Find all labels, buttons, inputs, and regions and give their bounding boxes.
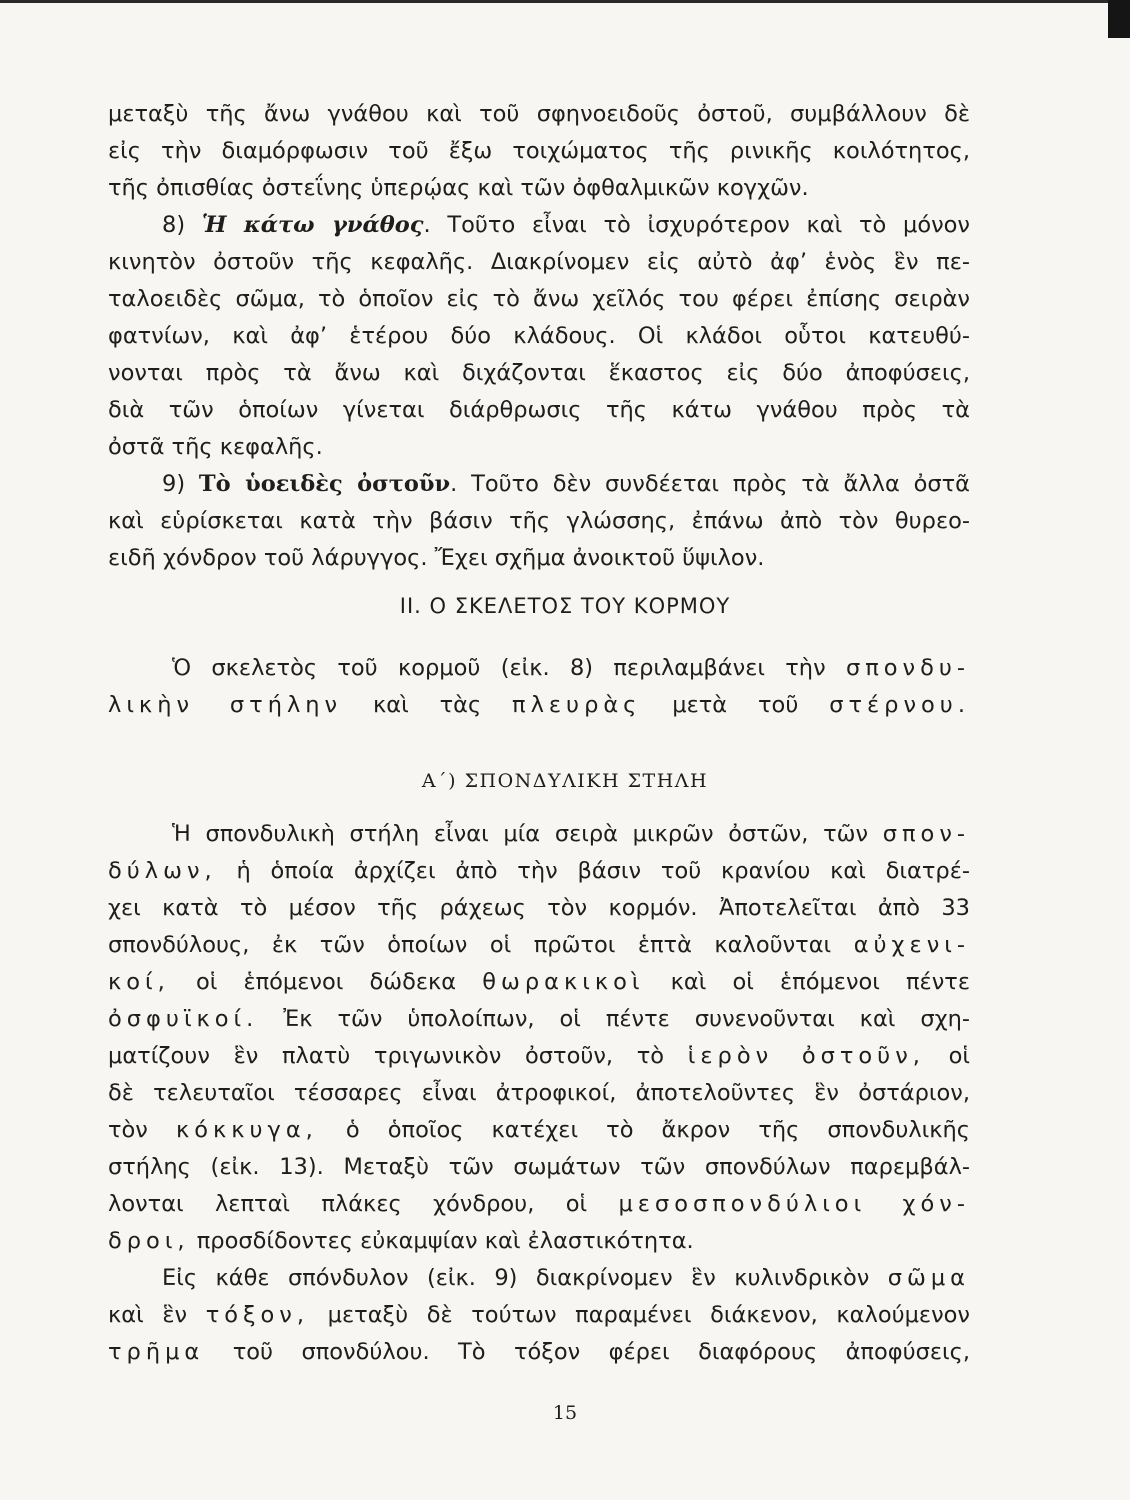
para5-line2: δύλων, ἡ ὁποία ἀρχίζει ἀπὸ τὴν βάσιν τοῦ κρανίου καὶ διατρέ- — [108, 858, 970, 884]
spaced-term: ἱερὸν ὀστοῦν, — [687, 1043, 925, 1069]
para5-line9: τὸν κόκκυγα, ὁ ὁποῖος κατέχει τὸ ἄκρον τῆς σπονδυλικῆς — [108, 1117, 970, 1143]
para6-line2: καὶ ἓν τόξον, μεταξὺ δὲ τούτων παραμένει διάκενον, καλούμενον — [108, 1302, 970, 1328]
page-top-edge — [0, 0, 1108, 3]
para1-line2: εἰς τὴν διαμόρφωσιν τοῦ ἔξω τοιχώματος τῆς ρινικῆς κοιλότητος, — [108, 138, 970, 164]
text-block-middle — [108, 650, 970, 724]
spaced-term: μεσοσπονδύλιοι χόν- — [618, 1191, 970, 1217]
para2-line7: ὀστᾶ τῆς κεφαλῆς. — [108, 434, 323, 460]
para5-line12: δροι, προσδίδοντες εὐκαμψίαν καὶ ἐλαστικότητα. — [108, 1228, 694, 1254]
para1-line1: μεταξὺ τῆς ἄνω γνάθου καὶ τοῦ σφηνοειδοῦς ὀστοῦ, συμβάλλουν δὲ — [108, 101, 970, 127]
spaced-term: στέρνου. — [829, 692, 970, 718]
para5-line11: λονται λεπταὶ πλάκες χόνδρου, οἱ μεσοσπονδύλιοι χόν- — [108, 1191, 970, 1217]
para3-line1 — [108, 466, 970, 503]
para2-line4: φατνίων, καὶ ἀφ’ ἑτέρου δύο κλάδους. Οἱ κλάδοι οὗτοι κατευθύ- — [108, 323, 970, 349]
spaced-term: λικὴν στήλην — [108, 692, 343, 718]
spaced-term: δροι, — [108, 1228, 190, 1254]
para5-line4: σπονδύλους, ἐκ τῶν ὁποίων οἱ πρῶτοι ἑπτὰ καλοῦνται αὐχενι- — [108, 932, 970, 958]
spaced-term: τρῆμα — [108, 1339, 205, 1365]
para2-line1 — [108, 207, 970, 244]
para2-line2: κινητὸν ὀστοῦν τῆς κεφαλῆς. Διακρίνομεν εἰς αὐτὸ ἀφ’ ἑνὸς ἓν πε- — [108, 249, 970, 275]
spaced-term: κόκκυγα, — [175, 1117, 318, 1143]
spaced-term: τόξον, — [205, 1302, 310, 1328]
para2-line6: διὰ τῶν ὁποίων γίνεται διάρθρωσις τῆς κάτω γνάθου πρὸς τὰ — [108, 397, 970, 423]
spaced-term: θωρακικοὶ — [482, 969, 645, 995]
para3-line3: ειδῆ χόνδρον τοῦ λάρυγγος. Ἔχει σχῆμα ἀνοικτοῦ ὕψιλον. — [108, 545, 765, 571]
spaced-term: κοί, — [108, 969, 170, 995]
term-lower-jaw: Ἡ κάτω γνάθος — [201, 212, 424, 238]
spaced-term: σῶμα — [887, 1265, 971, 1291]
para5-line6: ὀσφυϊκοί. Ἐκ τῶν ὑπολοίπων, οἱ πέντε συνενοῦνται καὶ σχη- — [108, 1006, 970, 1032]
para3-line1-rest: . Τοῦτο δὲν συνδέεται πρὸς τὰ ἄλλα ὀστᾶ — [450, 471, 971, 497]
spaced-term: σπονδυ- — [845, 655, 970, 681]
spaced-term: δύλων, — [108, 858, 217, 884]
spaced-term: σπον- — [882, 821, 971, 847]
para5-line7: ματίζουν ἓν πλατὺ τριγωνικὸν ὀστοῦν, τὸ ἱερὸν ὀστοῦν, οἱ — [108, 1043, 970, 1069]
para5-line1: Ἡ σπονδυλικὴ στήλη εἶναι μία σειρὰ μικρῶν ὀστῶν, τῶν σπον- — [172, 821, 971, 847]
para1-line3: τῆς ὀπισθίας ὀστεΐνης ὑπερῴας καὶ τῶν ὀφθαλμικῶν κογχῶν. — [108, 175, 809, 201]
term-hyoid-bone: Τὸ ὑοειδὲς ὀστοῦν — [198, 471, 451, 497]
para3-line2: καὶ εὑρίσκεται κατὰ τὴν βάσιν τῆς γλώσσης, ἐπάνω ἀπὸ τὸν θυρεο- — [108, 508, 970, 534]
scan-corner-shadow — [1108, 0, 1130, 38]
para5-line8: δὲ τελευταῖοι τέσσαρες εἶναι ἀτροφικοί, ἀποτελοῦντες ἓν ὀστάριον, — [108, 1080, 970, 1106]
spaced-term: ὀσφυϊκοί. — [108, 1006, 259, 1032]
para4-line2: λικὴν στήλην καὶ τὰς πλευρὰς μετὰ τοῦ στέρνου. — [108, 692, 970, 718]
item-number: 8) — [162, 212, 186, 238]
text-block-lower — [108, 816, 970, 1371]
para2-line5: νονται πρὸς τὰ ἄνω καὶ διχάζονται ἕκαστος εἰς δύο ἀποφύσεις, — [108, 360, 970, 386]
para4-line1: Ὁ σκελετὸς τοῦ κορμοῦ (εἰκ. 8) περιλαμβάνει τὴν σπονδυ- — [172, 655, 970, 681]
para6-line1: Εἰς κάθε σπόνδυλον (εἰκ. 9) διακρίνομεν ἓν κυλινδρικὸν σῶμα — [162, 1265, 971, 1291]
subsection-heading: Α΄) ΣΠΟΝΔΥΛΙΚΗ ΣΤΗΛΗ — [421, 770, 709, 792]
para6-line3: τρῆμα τοῦ σπονδύλου. Τὸ τόξον φέρει διαφόρους ἀποφύσεις, — [108, 1339, 970, 1365]
page-number: 15 — [552, 1402, 578, 1424]
text-block-upper — [108, 96, 970, 577]
para5-line5: κοί, οἱ ἑπόμενοι δώδεκα θωρακικοὶ καὶ οἱ ἑπόμενοι πέντε — [108, 969, 971, 995]
para5-line3: χει κατὰ τὸ μέσον τῆς ράχεως τὸν κορμόν. Ἀποτελεῖται ἀπὸ 33 — [108, 895, 970, 921]
spaced-term: πλευρὰς — [512, 692, 642, 718]
para2-line1-rest: . Τοῦτο εἶναι τὸ ἰσχυρότερον καὶ τὸ μόνον — [423, 212, 970, 238]
spaced-term: αὐχενι- — [853, 932, 970, 958]
para5-line10: στήλης (εἰκ. 13). Μεταξὺ τῶν σωμάτων τῶν σπονδύλων παρεμβάλ- — [108, 1154, 970, 1180]
section-heading: II. Ο ΣΚΕΛΕΤΟΣ ΤΟΥ ΚΟΡΜΟΥ — [399, 594, 731, 618]
item-number: 9) — [162, 471, 186, 497]
para2-line3: ταλοειδὲς σῶμα, τὸ ὁποῖον εἰς τὸ ἄνω χεῖλός του φέρει ἐπίσης σειρὰν — [108, 286, 970, 312]
